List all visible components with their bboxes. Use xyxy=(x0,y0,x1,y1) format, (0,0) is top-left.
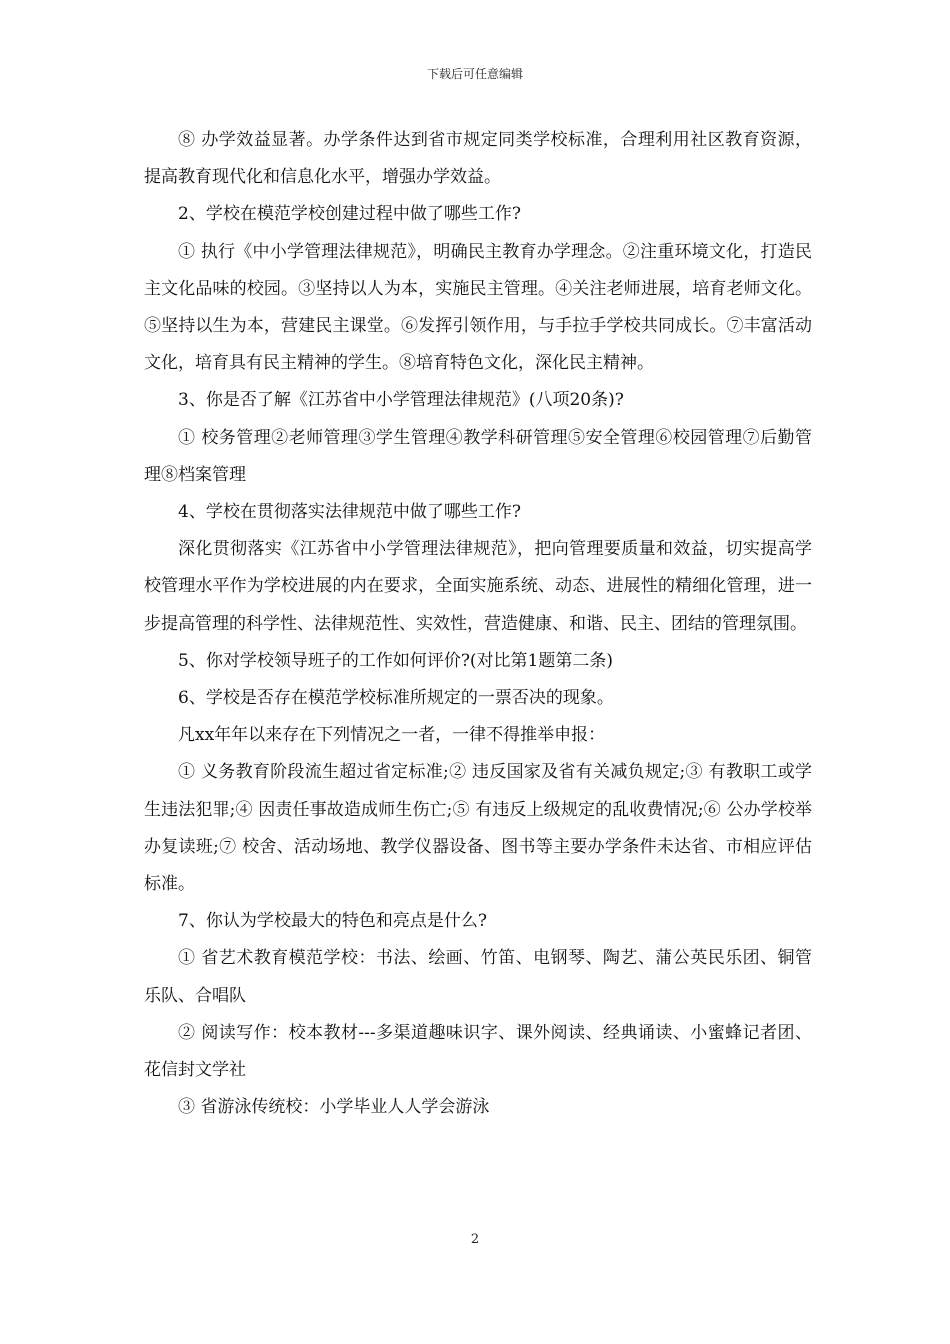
question-heading: 7、你认为学校最大的特色和亮点是什么? xyxy=(178,911,487,932)
document-body xyxy=(144,122,812,1126)
paragraph: ① 义务教育阶段流生超过省定标准;② 违反国家及省有关减负规定;③ 有教职工或学生违法犯罪;④ 因责任事故造成师生伤亡;⑤ 有违反上级规定的乱收费情况;⑥ 公办学校举办复读班;⑦ 校舍、活动场地、教学仪器设备、图书等主要办学条件未达省、市相应评估标准。 xyxy=(144,762,812,895)
page-number: 2 xyxy=(470,1232,480,1247)
question-heading: 2、学校在模范学校创建过程中做了哪些工作? xyxy=(178,204,521,225)
paragraph: 凡xx年年以来存在下列情况之一者，一律不得推举申报： xyxy=(178,725,606,746)
paragraph: ⑧ 办学效益显著。办学条件达到省市规定同类学校标准，合理利用社区教育资源，提高教育现代化和信息化水平，增强办学效益。 xyxy=(144,130,812,188)
paragraph: 深化贯彻落实《江苏省中小学管理法律规范》，把向管理要质量和效益，切实提高学校管理水平作为学校进展的内在要求，全面实施系统、动态、进展性的精细化管理，进一步提高管理的科学性、法律规范性、实效性，营造健康、和谐、民主、团结的管理氛围。 xyxy=(144,539,812,634)
paragraph: ① 校务管理②老师管理③学生管理④教学科研管理⑤安全管理⑥校园管理⑦后勤管理⑧档案管理 xyxy=(144,427,812,485)
question-heading: 5、你对学校领导班子的工作如何评价?(对比第1题第二条) xyxy=(178,650,614,671)
paragraph: ③ 省游泳传统校：小学毕业人人学会游泳 xyxy=(178,1097,490,1118)
paragraph: ① 执行《中小学管理法律规范》，明确民主教育办学理念。②注重环境文化，打造民主文化品味的校园。③坚持以人为本，实施民主管理。④关注老师进展，培育老师文化。⑤坚持以生为本，营建民主课堂。⑥发挥引领作用，与手拉手学校共同成长。⑦丰富活动文化，培育具有民主精神的学生。⑧培育特色文化，深化民主精神。 xyxy=(144,241,812,374)
question-heading: 3、你是否了解《江苏省中小学管理法律规范》(八项20条)? xyxy=(178,390,624,411)
question-heading: 6、学校是否存在模范学校标准所规定的一票否决的现象。 xyxy=(178,688,614,709)
page-header: 下载后可任意编辑 xyxy=(426,67,523,81)
question-heading: 4、学校在贯彻落实法律规范中做了哪些工作? xyxy=(178,502,521,523)
paragraph: ② 阅读写作：校本教材---多渠道趣味识字、课外阅读、经典诵读、小蜜蜂记者团、花信封文学社 xyxy=(144,1022,812,1081)
paragraph: ① 省艺术教育模范学校：书法、绘画、竹笛、电钢琴、陶艺、蒲公英民乐团、铜管乐队、合唱队 xyxy=(144,948,812,1006)
